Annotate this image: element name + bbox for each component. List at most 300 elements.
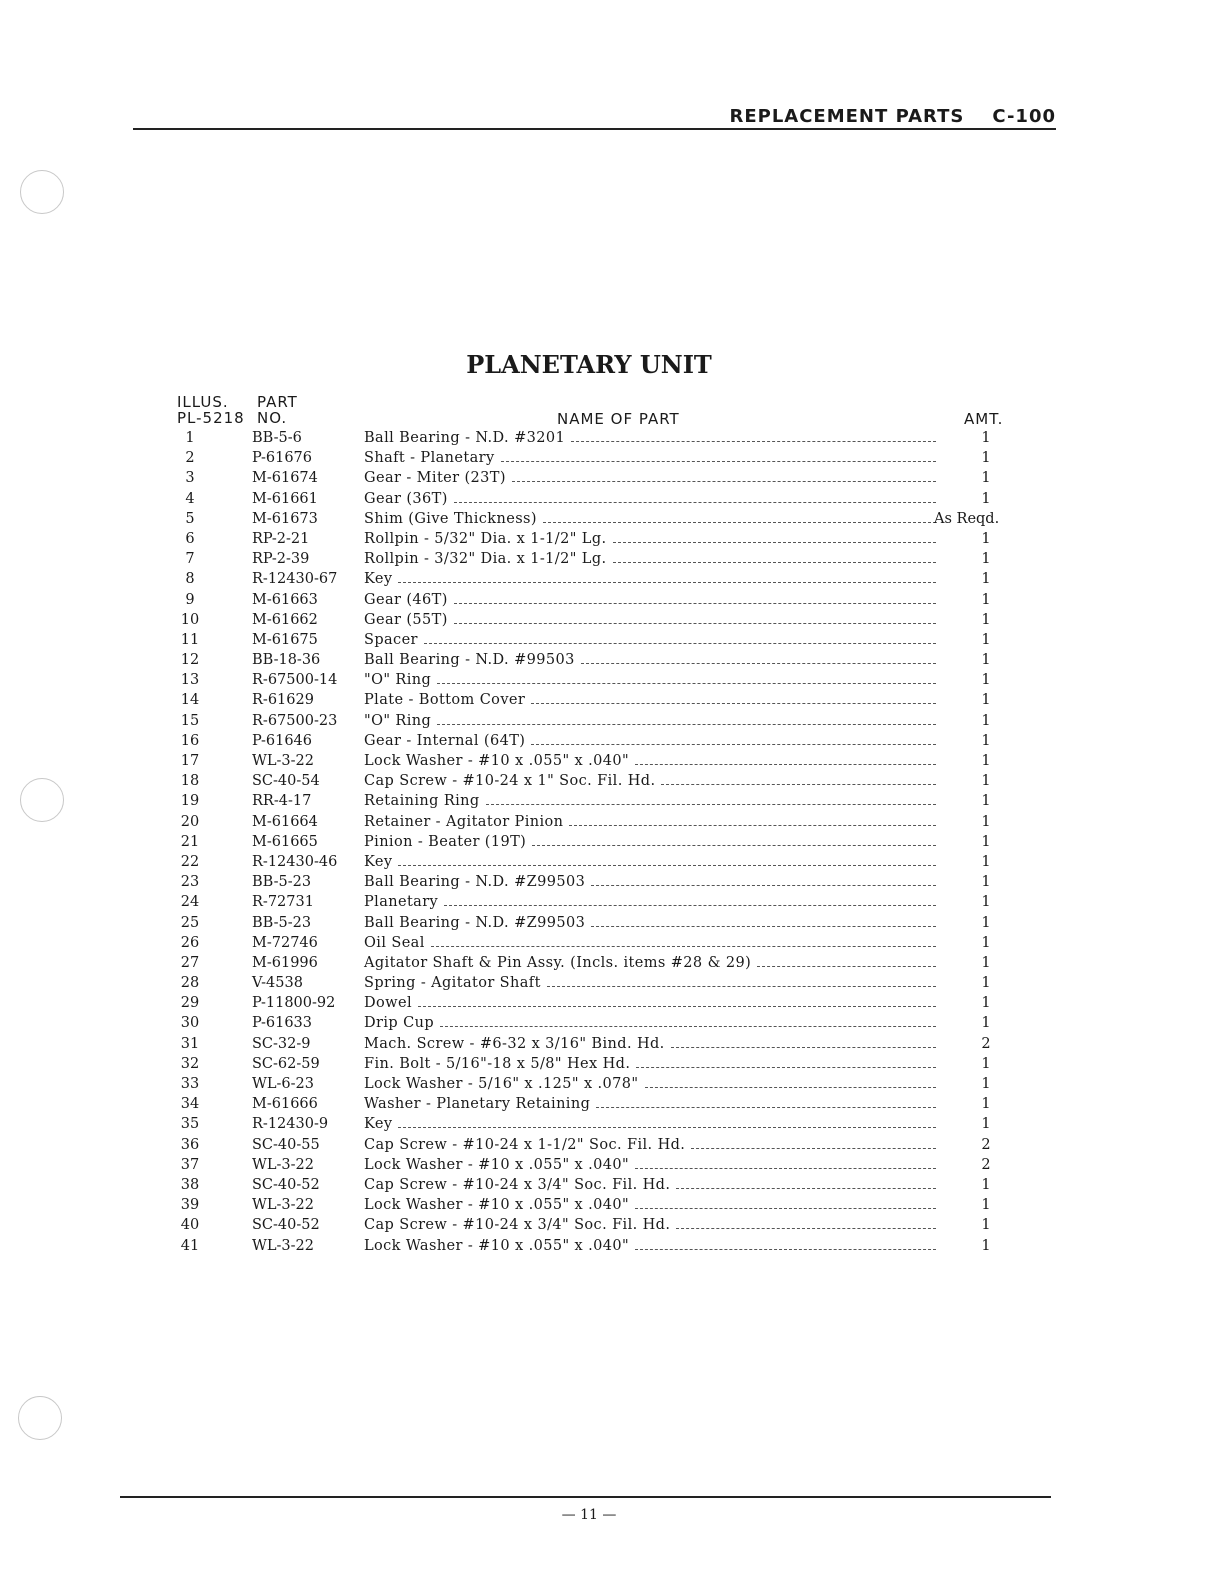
parts-row bbox=[0, 731, 1224, 751]
leader-line bbox=[531, 744, 936, 745]
part-number: P-61633 bbox=[252, 1015, 312, 1032]
parts-row bbox=[0, 973, 1224, 993]
part-name: Key bbox=[364, 571, 393, 588]
part-number: RR-4-17 bbox=[252, 793, 312, 810]
parts-row bbox=[0, 1155, 1224, 1175]
leader-line bbox=[676, 1188, 936, 1189]
part-number: P-61646 bbox=[252, 732, 312, 749]
part-amount: 1 bbox=[981, 1217, 991, 1234]
part-amount: 1 bbox=[981, 914, 991, 931]
leader-line bbox=[613, 542, 936, 543]
illus-number: 29 bbox=[180, 995, 200, 1012]
part-number: BB-5-6 bbox=[252, 430, 302, 446]
leader-line bbox=[635, 1168, 936, 1169]
section-title: PLANETARY UNIT bbox=[466, 350, 712, 379]
parts-row bbox=[0, 509, 1224, 529]
leader-line bbox=[418, 1006, 936, 1007]
part-name-cell bbox=[364, 832, 936, 852]
footer-rule bbox=[120, 1496, 1051, 1498]
part-name: Mach. Screw - #6-32 x 3/16" Bind. Hd. bbox=[364, 1035, 665, 1052]
leader-line bbox=[635, 1249, 936, 1250]
part-name-cell bbox=[364, 1175, 936, 1195]
part-name: Plate - Bottom Cover bbox=[364, 692, 526, 709]
part-amount: 1 bbox=[981, 551, 991, 568]
parts-row bbox=[0, 448, 1224, 468]
part-amount: 1 bbox=[981, 530, 991, 547]
part-name-cell bbox=[364, 468, 936, 488]
leader-line bbox=[571, 441, 936, 442]
illus-number: 21 bbox=[180, 833, 200, 850]
leader-line bbox=[424, 643, 936, 644]
illus-number: 5 bbox=[185, 510, 195, 527]
parts-row bbox=[0, 569, 1224, 589]
page-number: — 11 — bbox=[561, 1507, 617, 1523]
part-number: R-67500-23 bbox=[252, 712, 338, 729]
illus-number: 9 bbox=[185, 591, 195, 608]
part-name-cell bbox=[364, 448, 936, 468]
part-name: Key bbox=[364, 853, 393, 870]
parts-row bbox=[0, 630, 1224, 650]
part-amount: 1 bbox=[981, 833, 991, 850]
part-name-cell bbox=[364, 1013, 936, 1033]
part-name-cell bbox=[364, 549, 936, 569]
parts-row bbox=[0, 933, 1224, 953]
part-number: WL-6-23 bbox=[252, 1076, 315, 1092]
parts-row bbox=[0, 1114, 1224, 1134]
parts-row bbox=[0, 1054, 1224, 1074]
part-name-cell bbox=[364, 569, 936, 589]
parts-row bbox=[0, 913, 1224, 933]
col-head-illus bbox=[177, 394, 245, 426]
part-name: Ball Bearing - N.D. #Z99503 bbox=[364, 874, 586, 891]
part-amount: 1 bbox=[981, 470, 991, 487]
part-name-cell bbox=[364, 428, 936, 448]
illus-number: 37 bbox=[180, 1156, 200, 1173]
part-number: WL-3-22 bbox=[252, 753, 315, 769]
header-title-replacement: REPLACEMENT bbox=[729, 106, 889, 127]
part-number: SC-32-9 bbox=[252, 1035, 311, 1052]
part-name: Cap Screw - #10-24 x 1-1/2" Soc. Fil. Hd. bbox=[364, 1136, 686, 1153]
part-name-cell bbox=[364, 1114, 936, 1134]
part-name: Lock Washer - 5/16" x .125" x .078" bbox=[364, 1076, 639, 1092]
part-name-cell bbox=[364, 509, 936, 529]
part-name-cell bbox=[364, 913, 936, 933]
part-amount: 1 bbox=[981, 1096, 991, 1113]
part-number: BB-5-23 bbox=[252, 914, 312, 931]
illus-number: 36 bbox=[180, 1136, 200, 1153]
illus-number: 19 bbox=[180, 793, 200, 810]
part-amount: 1 bbox=[981, 975, 991, 992]
leader-line bbox=[591, 926, 936, 927]
leader-line bbox=[591, 885, 936, 886]
part-amount: 1 bbox=[981, 793, 991, 810]
part-name-cell bbox=[364, 1215, 936, 1235]
part-amount: 1 bbox=[981, 631, 991, 648]
part-name-cell bbox=[364, 771, 936, 791]
header-title-parts: PARTS bbox=[895, 106, 965, 127]
part-amount: 1 bbox=[981, 1015, 991, 1032]
illus-number: 31 bbox=[180, 1035, 200, 1052]
parts-row bbox=[0, 1034, 1224, 1054]
part-amount: 1 bbox=[981, 894, 991, 911]
part-name-cell bbox=[364, 993, 936, 1013]
part-number: R-12430-67 bbox=[252, 571, 338, 588]
leader-line bbox=[486, 804, 936, 805]
part-amount: 1 bbox=[981, 732, 991, 749]
part-name-cell bbox=[364, 933, 936, 953]
part-amount: 1 bbox=[981, 1076, 991, 1092]
part-amount: 1 bbox=[981, 490, 991, 507]
part-number: RP-2-21 bbox=[252, 530, 310, 547]
leader-line bbox=[596, 1107, 936, 1108]
part-amount: 1 bbox=[981, 1237, 991, 1254]
leader-line bbox=[501, 461, 936, 462]
part-number: WL-3-22 bbox=[252, 1156, 315, 1173]
part-number: V-4538 bbox=[252, 975, 303, 992]
leader-line bbox=[437, 683, 936, 684]
leader-line bbox=[532, 845, 936, 846]
illus-number: 14 bbox=[180, 692, 200, 709]
part-name-cell bbox=[364, 791, 936, 811]
part-amount: 1 bbox=[981, 1116, 991, 1133]
parts-row bbox=[0, 650, 1224, 670]
parts-row bbox=[0, 872, 1224, 892]
col-head-part-line2: NO. bbox=[257, 409, 288, 427]
part-name: Key bbox=[364, 1116, 393, 1133]
running-header bbox=[729, 106, 1056, 127]
leader-line bbox=[440, 1026, 936, 1027]
part-name: Shaft - Planetary bbox=[364, 450, 495, 467]
part-amount: 1 bbox=[981, 853, 991, 870]
part-name-cell bbox=[364, 872, 936, 892]
part-number: BB-5-23 bbox=[252, 874, 312, 891]
col-head-part-line1: PART bbox=[257, 393, 298, 411]
leader-line bbox=[454, 603, 936, 604]
leader-line bbox=[581, 663, 936, 664]
parts-row bbox=[0, 711, 1224, 731]
part-name-cell bbox=[364, 630, 936, 650]
parts-row bbox=[0, 1236, 1224, 1256]
leader-line bbox=[531, 703, 936, 704]
col-head-illus-line1: ILLUS. bbox=[177, 393, 229, 411]
part-name-cell bbox=[364, 590, 936, 610]
part-number: M-61996 bbox=[252, 954, 318, 971]
part-amount: 1 bbox=[981, 692, 991, 709]
part-name: Rollpin - 5/32" Dia. x 1-1/2" Lg. bbox=[364, 530, 607, 547]
part-name: Gear (46T) bbox=[364, 591, 448, 608]
parts-row bbox=[0, 812, 1224, 832]
part-amount: 2 bbox=[981, 1156, 991, 1173]
part-number: R-72731 bbox=[252, 894, 314, 911]
part-amount: 2 bbox=[981, 1035, 991, 1052]
illus-number: 4 bbox=[185, 490, 195, 507]
leader-line bbox=[512, 481, 936, 482]
leader-line bbox=[398, 582, 936, 583]
part-amount: 1 bbox=[981, 571, 991, 588]
parts-row bbox=[0, 1175, 1224, 1195]
part-name-cell bbox=[364, 529, 936, 549]
part-number: M-61664 bbox=[252, 813, 318, 830]
part-number: RP-2-39 bbox=[252, 551, 310, 568]
part-name-cell bbox=[364, 812, 936, 832]
header-model-code: C-100 bbox=[992, 106, 1056, 127]
part-number: SC-40-54 bbox=[252, 773, 320, 790]
leader-line bbox=[636, 1067, 936, 1068]
part-number: P-11800-92 bbox=[252, 995, 336, 1012]
part-name-cell bbox=[364, 751, 936, 771]
part-amount: 1 bbox=[981, 954, 991, 971]
part-name-cell bbox=[364, 1054, 936, 1074]
col-head-name: NAME OF PART bbox=[557, 410, 680, 428]
illus-number: 6 bbox=[185, 530, 195, 547]
part-amount: As Reqd. bbox=[934, 510, 1000, 527]
illus-number: 16 bbox=[180, 732, 200, 749]
parts-row bbox=[0, 489, 1224, 509]
part-name-cell bbox=[364, 892, 936, 912]
leader-line bbox=[661, 784, 936, 785]
illus-number: 11 bbox=[180, 631, 200, 648]
part-amount: 1 bbox=[981, 430, 991, 446]
part-name-cell bbox=[364, 1074, 936, 1094]
illus-number: 18 bbox=[180, 773, 200, 790]
part-name-cell bbox=[364, 1034, 936, 1054]
parts-row bbox=[0, 549, 1224, 569]
part-name: Cap Screw - #10-24 x 3/4" Soc. Fil. Hd. bbox=[364, 1176, 671, 1193]
part-name-cell bbox=[364, 852, 936, 872]
part-name: Gear - Miter (23T) bbox=[364, 470, 506, 487]
part-name: Drip Cup bbox=[364, 1015, 435, 1032]
parts-row bbox=[0, 953, 1224, 973]
illus-number: 32 bbox=[180, 1055, 200, 1072]
part-amount: 1 bbox=[981, 652, 991, 669]
parts-row bbox=[0, 751, 1224, 771]
part-name: Spring - Agitator Shaft bbox=[364, 975, 541, 992]
part-name-cell bbox=[364, 1195, 936, 1215]
part-name: Rollpin - 3/32" Dia. x 1-1/2" Lg. bbox=[364, 551, 607, 568]
illus-number: 35 bbox=[180, 1116, 200, 1133]
parts-row bbox=[0, 771, 1224, 791]
part-number: M-61663 bbox=[252, 591, 318, 608]
part-amount: 1 bbox=[981, 672, 991, 689]
part-number: SC-40-52 bbox=[252, 1176, 320, 1193]
illus-number: 20 bbox=[180, 813, 200, 830]
illus-number: 27 bbox=[180, 954, 200, 971]
parts-row bbox=[0, 1215, 1224, 1235]
part-name: Planetary bbox=[364, 894, 439, 911]
part-number: WL-3-22 bbox=[252, 1237, 315, 1254]
illus-number: 38 bbox=[180, 1176, 200, 1193]
part-name-cell bbox=[364, 1155, 936, 1175]
leader-line bbox=[444, 905, 936, 906]
part-name-cell bbox=[364, 711, 936, 731]
illus-number: 40 bbox=[180, 1217, 200, 1234]
parts-row bbox=[0, 993, 1224, 1013]
part-name: Washer - Planetary Retaining bbox=[364, 1096, 591, 1113]
part-name: Cap Screw - #10-24 x 1" Soc. Fil. Hd. bbox=[364, 773, 656, 790]
part-number: M-72746 bbox=[252, 934, 318, 951]
illus-number: 23 bbox=[180, 874, 200, 891]
part-name: Lock Washer - #10 x .055" x .040" bbox=[364, 1237, 630, 1254]
leader-line bbox=[547, 986, 936, 987]
part-amount: 1 bbox=[981, 611, 991, 628]
part-number: M-61675 bbox=[252, 631, 318, 648]
illus-number: 39 bbox=[180, 1197, 200, 1214]
part-number: M-61673 bbox=[252, 510, 318, 527]
part-number: M-61665 bbox=[252, 833, 318, 850]
part-name: Gear - Internal (64T) bbox=[364, 732, 526, 749]
parts-row bbox=[0, 428, 1224, 448]
illus-number: 2 bbox=[185, 450, 195, 467]
illus-number: 22 bbox=[180, 853, 200, 870]
parts-row bbox=[0, 852, 1224, 872]
part-name: Fin. Bolt - 5/16"-18 x 5/8" Hex Hd. bbox=[364, 1055, 631, 1072]
part-number: R-12430-9 bbox=[252, 1116, 329, 1133]
part-amount: 2 bbox=[981, 1136, 991, 1153]
leader-line bbox=[676, 1228, 936, 1229]
part-number: SC-62-59 bbox=[252, 1055, 320, 1072]
parts-row bbox=[0, 529, 1224, 549]
leader-line bbox=[691, 1148, 936, 1149]
illus-number: 1 bbox=[185, 430, 195, 446]
parts-row bbox=[0, 791, 1224, 811]
leader-line bbox=[454, 623, 936, 624]
parts-row bbox=[0, 1094, 1224, 1114]
leader-line bbox=[569, 825, 936, 826]
part-number: M-61666 bbox=[252, 1096, 318, 1113]
part-amount: 1 bbox=[981, 1197, 991, 1214]
parts-row bbox=[0, 690, 1224, 710]
part-number: M-61662 bbox=[252, 611, 318, 628]
part-name-cell bbox=[364, 973, 936, 993]
parts-list bbox=[0, 428, 1224, 1256]
part-name-cell bbox=[364, 670, 936, 690]
part-amount: 1 bbox=[981, 450, 991, 467]
part-amount: 1 bbox=[981, 1055, 991, 1072]
part-number: R-67500-14 bbox=[252, 672, 338, 689]
col-head-illus-line2: PL-5218 bbox=[177, 409, 245, 427]
header-rule bbox=[133, 128, 1056, 130]
part-name: Oil Seal bbox=[364, 934, 425, 951]
leader-line bbox=[398, 865, 936, 866]
part-name-cell bbox=[364, 1135, 936, 1155]
leader-line bbox=[613, 562, 936, 563]
part-name: "O" Ring bbox=[364, 672, 432, 689]
leader-line bbox=[635, 1208, 936, 1209]
leader-line bbox=[645, 1087, 936, 1088]
part-amount: 1 bbox=[981, 813, 991, 830]
leader-line bbox=[757, 966, 936, 967]
leader-line bbox=[431, 946, 936, 947]
part-amount: 1 bbox=[981, 773, 991, 790]
part-name-cell bbox=[364, 690, 936, 710]
part-name: Cap Screw - #10-24 x 3/4" Soc. Fil. Hd. bbox=[364, 1217, 671, 1234]
part-amount: 1 bbox=[981, 712, 991, 729]
illus-number: 13 bbox=[180, 672, 200, 689]
part-name-cell bbox=[364, 650, 936, 670]
illus-number: 3 bbox=[185, 470, 195, 487]
part-amount: 1 bbox=[981, 753, 991, 769]
part-number: WL-3-22 bbox=[252, 1197, 315, 1214]
part-name: Dowel bbox=[364, 995, 412, 1012]
part-name-cell bbox=[364, 610, 936, 630]
illus-number: 30 bbox=[180, 1015, 200, 1032]
leader-line bbox=[671, 1047, 936, 1048]
part-name: Lock Washer - #10 x .055" x .040" bbox=[364, 1156, 630, 1173]
part-number: R-12430-46 bbox=[252, 853, 338, 870]
illus-number: 17 bbox=[180, 753, 200, 769]
punch-hole-top bbox=[20, 170, 64, 214]
col-head-part-no bbox=[257, 394, 298, 426]
leader-line bbox=[437, 724, 936, 725]
col-head-amt: AMT. bbox=[964, 410, 1004, 428]
parts-row bbox=[0, 468, 1224, 488]
punch-hole-bottom bbox=[18, 1396, 62, 1440]
part-number: M-61661 bbox=[252, 490, 318, 507]
part-amount: 1 bbox=[981, 934, 991, 951]
part-amount: 1 bbox=[981, 1176, 991, 1193]
part-name-cell bbox=[364, 489, 936, 509]
part-name: "O" Ring bbox=[364, 712, 432, 729]
part-amount: 1 bbox=[981, 591, 991, 608]
part-number: P-61676 bbox=[252, 450, 312, 467]
illus-number: 7 bbox=[185, 551, 195, 568]
parts-row bbox=[0, 1135, 1224, 1155]
parts-row bbox=[0, 892, 1224, 912]
part-name: Lock Washer - #10 x .055" x .040" bbox=[364, 1197, 630, 1214]
leader-line bbox=[398, 1127, 936, 1128]
parts-row bbox=[0, 590, 1224, 610]
part-name: Retaining Ring bbox=[364, 793, 480, 810]
part-amount: 1 bbox=[981, 874, 991, 891]
leader-line bbox=[543, 522, 936, 523]
part-number: SC-40-52 bbox=[252, 1217, 320, 1234]
part-name: Agitator Shaft & Pin Assy. (Incls. items #28 & 29) bbox=[364, 954, 752, 971]
part-name-cell bbox=[364, 1094, 936, 1114]
parts-row bbox=[0, 610, 1224, 630]
part-name: Shim (Give Thickness) bbox=[364, 510, 537, 527]
leader-line bbox=[635, 764, 936, 765]
part-number: BB-18-36 bbox=[252, 652, 321, 669]
part-number: SC-40-55 bbox=[252, 1136, 320, 1153]
parts-row bbox=[0, 1074, 1224, 1094]
illus-number: 28 bbox=[180, 975, 200, 992]
parts-row bbox=[0, 1195, 1224, 1215]
illus-number: 34 bbox=[180, 1096, 200, 1113]
leader-line bbox=[454, 502, 936, 503]
illus-number: 8 bbox=[185, 571, 195, 588]
part-name-cell bbox=[364, 731, 936, 751]
part-number: R-61629 bbox=[252, 692, 314, 709]
part-name-cell bbox=[364, 953, 936, 973]
illus-number: 26 bbox=[180, 934, 200, 951]
part-name-cell bbox=[364, 1236, 936, 1256]
illus-number: 15 bbox=[180, 712, 200, 729]
part-name: Ball Bearing - N.D. #Z99503 bbox=[364, 914, 586, 931]
parts-row bbox=[0, 1013, 1224, 1033]
part-amount: 1 bbox=[981, 995, 991, 1012]
illus-number: 41 bbox=[180, 1237, 200, 1254]
part-name: Ball Bearing - N.D. #99503 bbox=[364, 652, 575, 669]
parts-row bbox=[0, 832, 1224, 852]
illus-number: 12 bbox=[180, 652, 200, 669]
part-name: Gear (55T) bbox=[364, 611, 448, 628]
illus-number: 24 bbox=[180, 894, 200, 911]
part-number: M-61674 bbox=[252, 470, 318, 487]
illus-number: 25 bbox=[180, 914, 200, 931]
part-name: Pinion - Beater (19T) bbox=[364, 833, 527, 850]
illus-number: 10 bbox=[180, 611, 200, 628]
part-name: Lock Washer - #10 x .055" x .040" bbox=[364, 753, 630, 769]
